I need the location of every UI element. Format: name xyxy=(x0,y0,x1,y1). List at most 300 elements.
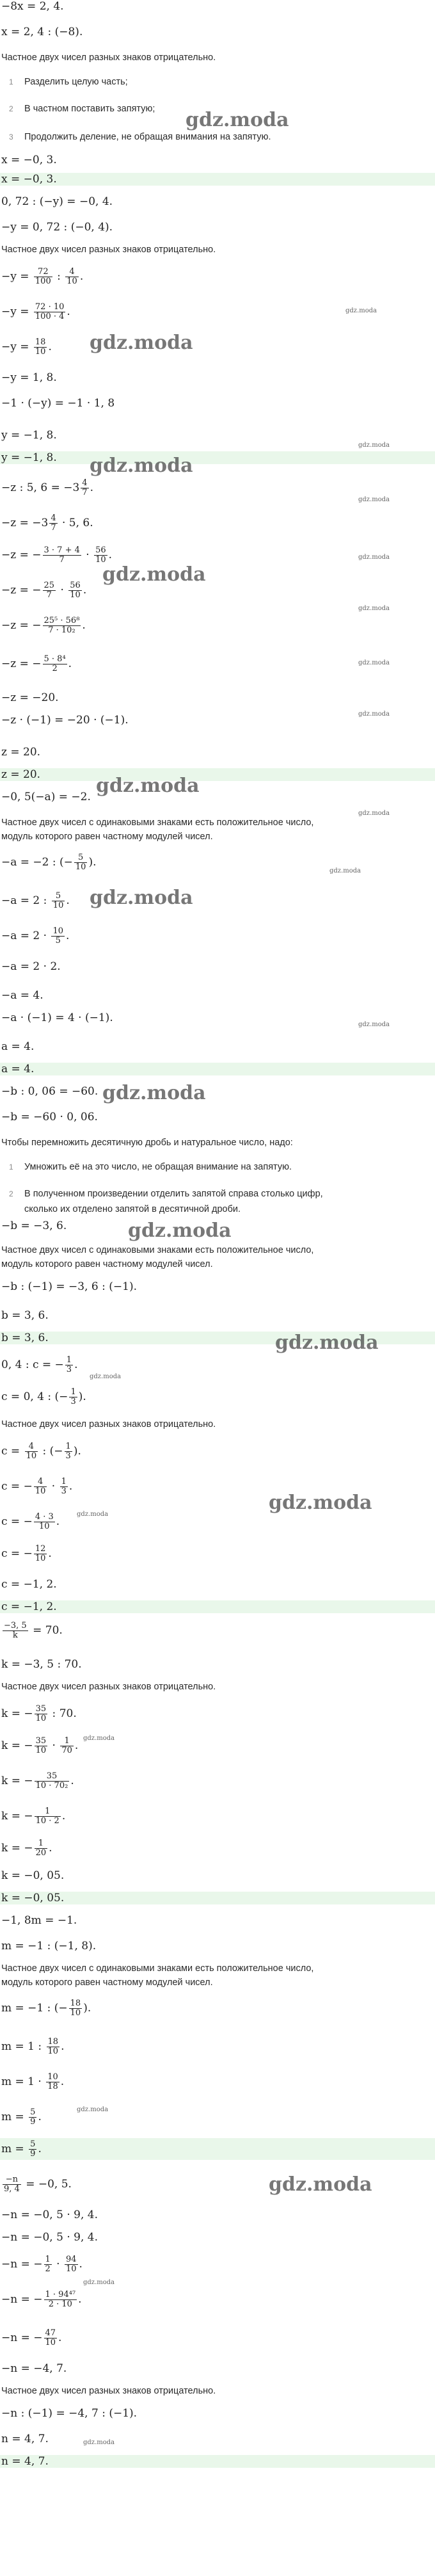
fraction xyxy=(43,546,81,565)
equation-lead: k = − xyxy=(1,1775,33,1787)
equation-lead: −n = − xyxy=(1,2331,43,2344)
equation-tail: ). xyxy=(88,856,97,869)
equation-line xyxy=(0,2036,435,2057)
equation-line xyxy=(0,890,435,912)
equation-lead: −n = − xyxy=(1,2258,43,2271)
equation-line xyxy=(0,2253,435,2275)
equation-line xyxy=(0,1620,435,1641)
step-text: В полученном произведении отделить запятой справа столько цифр, xyxy=(24,1189,323,1199)
equation-operator: : xyxy=(53,270,65,283)
numerator: 4 xyxy=(82,478,88,488)
denominator: 3 xyxy=(61,1486,67,1496)
watermark-logo: gdz.moda xyxy=(358,605,390,612)
watermark-logo: gdz.moda xyxy=(329,867,361,874)
equation-lead: −y = xyxy=(1,305,33,318)
equation-line: −1 · (−y) = −1 · 1, 8 xyxy=(1,397,115,410)
numerator: 25⁵ · 56⁸ xyxy=(44,616,80,625)
equation-tail: . xyxy=(78,2293,82,2306)
denominator: k xyxy=(12,1630,18,1640)
equation-tail: . xyxy=(83,584,87,597)
equation-line: c = −1, 2. xyxy=(1,1578,57,1591)
equation-lead: k = − xyxy=(1,1810,33,1823)
equation-lead: −a = 2 : xyxy=(1,894,51,907)
denominator: 70 xyxy=(61,1746,72,1755)
equation-tail: . xyxy=(79,270,84,283)
numerator: 56 xyxy=(95,545,106,555)
fraction xyxy=(34,1545,47,1563)
numerator: 1 xyxy=(70,1387,76,1397)
equation-tail: = 70. xyxy=(29,1624,63,1637)
numerator: 1 · 94⁴⁷ xyxy=(45,2290,76,2299)
numerator: 18 xyxy=(35,337,46,347)
denominator: 7 xyxy=(51,523,56,533)
equation-line xyxy=(0,1997,435,2019)
fraction xyxy=(65,1356,73,1374)
equation-line: n = 4, 7. xyxy=(1,2433,49,2445)
explanation-text: модуль которого равен частному модулей чисел. xyxy=(1,1977,213,1988)
numerator: 94 xyxy=(66,2255,77,2264)
watermark-logo: gdz.moda xyxy=(269,2173,372,2196)
equation-lead: −z = −3 xyxy=(1,517,49,529)
equation-line xyxy=(0,2071,435,2093)
equation-tail: · 5, 6. xyxy=(58,517,93,529)
equation-line: −n = −0, 5 · 9, 4. xyxy=(1,2231,98,2244)
watermark-logo: gdz.moda xyxy=(358,496,390,503)
equation-lead: −z = − xyxy=(1,619,42,632)
fraction xyxy=(65,268,79,286)
watermark-logo: gdz.moda xyxy=(77,1511,109,1518)
numerator: 1 xyxy=(66,1355,72,1365)
step-text: сколько их отделено запятой в десятичной дроби. xyxy=(24,1204,241,1214)
fraction xyxy=(60,1737,74,1755)
fraction xyxy=(25,1442,38,1461)
equation-tail: . xyxy=(68,1480,73,1493)
equation-line xyxy=(0,1386,435,1408)
denominator: 10 xyxy=(75,862,86,872)
equation-lead: −a = 2 · xyxy=(1,930,51,942)
equation-line: −z · (−1) = −20 · (−1). xyxy=(1,714,129,727)
equation-tail: . xyxy=(82,619,86,632)
denominator: 10 xyxy=(67,277,77,286)
equation-line: 0, 72 : (−y) = −0, 4. xyxy=(1,195,113,208)
equation-tail: . xyxy=(68,657,72,670)
denominator: 3 xyxy=(70,1397,76,1406)
step-number: 1 xyxy=(9,77,13,86)
equation-line xyxy=(0,1703,435,1725)
answer-line: b = 3, 6. xyxy=(0,1332,435,1344)
equation-line xyxy=(0,615,435,636)
fraction xyxy=(35,1705,48,1723)
numerator: 10 xyxy=(52,926,64,936)
watermark-logo: gdz.moda xyxy=(102,563,206,586)
equation-operator: · xyxy=(48,1480,59,1493)
equation-line: −b = −60 · 0, 06. xyxy=(1,1111,98,1123)
equation-tail: . xyxy=(90,481,93,494)
watermark-logo: gdz.moda xyxy=(358,659,390,666)
fraction xyxy=(43,616,81,635)
watermark-logo: gdz.moda xyxy=(345,307,377,314)
equation-lead: m = xyxy=(1,2111,28,2123)
equation-line xyxy=(0,1805,435,1827)
numerator: 4 xyxy=(34,1477,47,1487)
equation-line: −y = 1, 8. xyxy=(1,371,57,384)
equation-tail: . xyxy=(60,2075,65,2088)
equation-line: −a = 2 · 2. xyxy=(1,960,61,973)
numerator: 35 xyxy=(35,1736,47,1746)
denominator: 10 xyxy=(52,901,64,910)
fraction xyxy=(29,2140,36,2159)
watermark-logo: gdz.moda xyxy=(83,1735,115,1742)
equation-line: k = −3, 5 : 70. xyxy=(1,1658,82,1671)
numerator: 72 · 10 xyxy=(35,302,65,312)
denominator: 10 xyxy=(70,2008,81,2018)
equation-line xyxy=(0,1837,435,1859)
equation-tail: . xyxy=(48,1547,52,1560)
equation-line: −b = −3, 6. xyxy=(1,1220,67,1232)
equation-line: −n = −4, 7. xyxy=(1,2362,67,2375)
denominator: 10 · 70₂ xyxy=(35,1781,68,1791)
equation-operator: · xyxy=(82,549,93,561)
equation-lead: k = − xyxy=(1,1842,33,1855)
fraction xyxy=(3,1622,28,1640)
fraction xyxy=(3,2175,21,2194)
watermark-logo: gdz.moda xyxy=(128,1220,232,1242)
equation-tail: . xyxy=(74,1358,78,1371)
numerator: −n xyxy=(3,2175,21,2185)
equation-line xyxy=(0,1770,435,1792)
fraction xyxy=(47,2038,60,2056)
answer-line: n = 4, 7. xyxy=(0,2455,435,2468)
equation-line: −b : 0, 06 = −60. xyxy=(1,1085,99,1098)
denominator: 20 xyxy=(35,1848,47,1858)
numerator: 4 xyxy=(51,513,56,523)
fraction xyxy=(34,1513,55,1531)
step-item xyxy=(0,76,435,88)
equation-tail: . xyxy=(56,1515,60,1528)
denominator: 10 xyxy=(26,1451,37,1461)
step-item xyxy=(0,1161,435,1173)
equation-tail: ). xyxy=(83,2002,91,2015)
equation-tail: . xyxy=(70,1775,74,1787)
equation-line xyxy=(0,851,435,873)
watermark-logo: gdz.moda xyxy=(77,2106,109,2113)
equation-tail: . xyxy=(61,2040,65,2053)
equation-line: −a = 4. xyxy=(1,989,44,1002)
numerator: −3, 5 xyxy=(4,1621,27,1630)
fraction xyxy=(34,338,47,357)
denominator: 3 xyxy=(65,1451,71,1461)
equation-tail: . xyxy=(38,2143,42,2155)
denominator: 10 xyxy=(45,2338,56,2347)
equation-operator: · xyxy=(52,2258,63,2271)
numerator: 4 xyxy=(25,1442,38,1452)
numerator: 4 xyxy=(65,268,79,277)
numerator: 3 · 7 + 4 xyxy=(44,545,80,555)
denominator: 7 · 10₂ xyxy=(48,625,75,635)
equation-line: z = 20. xyxy=(1,746,41,759)
fraction xyxy=(74,853,88,872)
denominator: 10 xyxy=(95,555,106,565)
watermark-logo: gdz.moda xyxy=(358,711,390,718)
denominator: 100 xyxy=(35,277,51,286)
numerator: 18 xyxy=(47,2037,59,2047)
fraction xyxy=(34,268,52,286)
denominator: 9 xyxy=(30,2149,36,2159)
explanation-text: Чтобы перемножить десятичную дробь и натуральное число, надо: xyxy=(1,1138,293,1148)
fraction xyxy=(43,655,67,673)
fraction xyxy=(35,1737,48,1755)
denominator: 2 xyxy=(52,664,58,673)
step-number: 1 xyxy=(9,1163,13,1171)
equation-lead: m = −1 : (− xyxy=(1,2002,68,2015)
equation-lead: −z = − xyxy=(1,657,42,670)
equation-line xyxy=(0,2106,435,2128)
fraction xyxy=(44,2255,52,2274)
explanation-text: Частное двух чисел с одинаковыми знаками есть положительное число, xyxy=(1,1963,314,1974)
equation-line xyxy=(0,1440,435,1462)
equation-tail: = −0, 5. xyxy=(22,2178,72,2191)
denominator: 9, 4 xyxy=(4,2184,20,2194)
equation-line: −n = −0, 5 · 9, 4. xyxy=(1,2209,98,2221)
explanation-text: модуль которого равен частному модулей чисел. xyxy=(1,1259,213,1269)
equation-lead: c = 0, 4 : (− xyxy=(1,1390,68,1403)
numerator: 1 xyxy=(61,1477,67,1486)
step-number: 2 xyxy=(9,104,13,113)
explanation-text: Частное двух чисел разных знаков отрицательно. xyxy=(1,52,216,63)
explanation-text: Частное двух чисел с одинаковыми знаками есть положительное число, xyxy=(1,817,314,828)
numerator: 56 xyxy=(70,581,81,590)
denominator: 10 xyxy=(47,2047,59,2056)
equation-lead: −n = − xyxy=(1,2293,43,2306)
explanation-text: Частное двух чисел с одинаковыми знаками есть положительное число, xyxy=(1,1245,314,1255)
denominator: 10 xyxy=(70,590,81,600)
denominator: 7 xyxy=(59,555,65,565)
denominator: 10 xyxy=(35,1554,46,1563)
equation-line xyxy=(0,336,435,358)
fraction xyxy=(68,581,82,600)
numerator: 12 xyxy=(35,1544,46,1554)
fraction xyxy=(51,927,65,946)
equation-lead: m = 1 : xyxy=(1,2040,45,2053)
numerator: 5 xyxy=(30,2107,36,2117)
equation-line xyxy=(0,579,435,601)
watermark-logo: gdz.moda xyxy=(186,109,289,131)
watermark-logo: gdz.moda xyxy=(358,554,390,561)
watermark-logo: gdz.moda xyxy=(90,1373,122,1380)
equation-line: y = −1, 8. xyxy=(1,429,57,442)
denominator: 100 · 4 xyxy=(35,312,65,321)
equation-tail: . xyxy=(49,1842,52,1855)
equation-line: −y = 0, 72 : (−0, 4). xyxy=(1,221,113,234)
denominator: 10 · 2 xyxy=(35,1816,59,1826)
answer-line: c = −1, 2. xyxy=(0,1600,435,1613)
step-number: 3 xyxy=(9,133,13,141)
equation-line xyxy=(0,477,435,499)
answer-line: y = −1, 8. xyxy=(0,451,435,464)
watermark-logo: gdz.moda xyxy=(96,775,200,797)
numerator: 35 xyxy=(35,1772,70,1782)
denominator: 3 xyxy=(66,1365,72,1374)
equation-line xyxy=(0,925,435,947)
equation-line: x = 2, 4 : (−8). xyxy=(1,26,83,38)
watermark-logo: gdz.moda xyxy=(102,1082,206,1104)
denominator: 7 xyxy=(82,488,88,497)
equation-line xyxy=(0,1735,435,1757)
watermark-logo: gdz.moda xyxy=(269,1492,372,1514)
equation-tail: . xyxy=(58,2331,62,2344)
equation-lead: m = xyxy=(1,2143,28,2155)
equation-line: −n : (−1) = −4, 7 : (−1). xyxy=(1,2407,138,2420)
watermark-logo: gdz.moda xyxy=(90,887,193,909)
step-number: 2 xyxy=(9,1189,13,1198)
denominator: 5 xyxy=(55,936,61,946)
equation-operator: : (− xyxy=(39,1445,63,1458)
answer-line: z = 20. xyxy=(0,768,435,781)
equation-line: a = 4. xyxy=(1,1040,35,1053)
equation-tail: ). xyxy=(78,1390,86,1403)
numerator: 1 xyxy=(35,1839,48,1849)
step-text: Умножить её на это число, не обращая внимание на запятую. xyxy=(24,1162,292,1172)
watermark-logo: gdz.moda xyxy=(275,1332,379,1354)
equation-line: x = −0, 3. xyxy=(1,154,57,166)
numerator: 1 xyxy=(60,1737,74,1746)
watermark-logo: gdz.moda xyxy=(358,442,390,449)
fraction xyxy=(43,581,56,600)
equation-tail: . xyxy=(61,1810,66,1823)
fraction xyxy=(34,303,65,321)
denominator: 10 xyxy=(39,1522,50,1531)
equation-tail: . xyxy=(108,549,113,561)
equation-line: k = −0, 05. xyxy=(1,1869,65,1882)
denominator: 10 xyxy=(35,1746,47,1755)
equation-lead: c = − xyxy=(1,1480,33,1493)
denominator: 10 xyxy=(35,1486,46,1496)
equation-line: −z = −20. xyxy=(1,691,59,704)
fraction xyxy=(65,2255,78,2274)
explanation-text: Частное двух чисел разных знаков отрицательно. xyxy=(1,1682,216,1692)
fraction xyxy=(35,1772,70,1791)
fraction xyxy=(60,1477,68,1496)
equation-lead: c = xyxy=(1,1445,24,1458)
fraction xyxy=(46,2073,59,2091)
denominator: 10 xyxy=(35,1714,47,1723)
equation-line: b = 3, 6. xyxy=(1,1309,49,1322)
equation-lead: −z = − xyxy=(1,549,42,561)
step-text: Продолжить деление, не обращая внимания на запятую. xyxy=(24,132,271,142)
fraction xyxy=(29,2108,36,2127)
numerator: 72 xyxy=(34,268,52,277)
numerator: 4 · 3 xyxy=(35,1512,54,1522)
equation-lead: k = − xyxy=(1,1707,33,1720)
step-item xyxy=(0,1203,435,1216)
equation-line: −b : (−1) = −3, 6 : (−1). xyxy=(1,1280,137,1293)
fraction xyxy=(81,479,88,497)
equation-lead: −a = −2 : (− xyxy=(1,856,73,869)
equation-line xyxy=(0,1543,435,1565)
watermark-logo: gdz.moda xyxy=(83,2439,115,2446)
equation-lead: −z = − xyxy=(1,584,42,597)
equation-tail: . xyxy=(48,341,52,353)
answer-line: x = −0, 3. xyxy=(0,173,435,186)
equation-line xyxy=(0,512,435,534)
fraction xyxy=(52,892,65,910)
step-item xyxy=(0,131,435,143)
fraction xyxy=(44,2290,77,2309)
fraction xyxy=(69,1388,77,1406)
numerator: 35 xyxy=(35,1704,47,1714)
watermark-logo: gdz.moda xyxy=(83,2279,115,2286)
equation-lead: c = − xyxy=(1,1515,33,1528)
watermark-logo: gdz.moda xyxy=(358,1021,390,1028)
watermark-logo: gdz.moda xyxy=(358,810,390,817)
numerator: 5 · 8⁴ xyxy=(44,654,66,664)
equation-lead: 0, 4 : c = − xyxy=(1,1358,64,1371)
fraction xyxy=(44,2329,58,2347)
numerator: 1 xyxy=(35,1807,61,1817)
equation-tail: . xyxy=(79,2258,83,2271)
step-text: Разделить целую часть; xyxy=(24,77,128,87)
fraction xyxy=(34,1477,47,1496)
equation-lead: −y = xyxy=(1,341,33,353)
denominator: 2 · 10 xyxy=(48,2299,72,2309)
answer-line xyxy=(0,2138,435,2160)
denominator: 18 xyxy=(47,2082,58,2091)
explanation-text: Частное двух чисел разных знаков отрицательно. xyxy=(1,1419,216,1429)
equation-tail: . xyxy=(66,894,70,907)
equation-operator: · xyxy=(49,1739,59,1752)
fraction xyxy=(35,1839,48,1858)
fraction xyxy=(94,546,107,565)
numerator: 5 xyxy=(30,2139,36,2149)
step-text: В частном поставить запятую; xyxy=(24,104,155,114)
numerator: 1 xyxy=(65,1442,71,1451)
equation-tail: . xyxy=(74,1739,79,1752)
numerator: 25 xyxy=(44,581,55,590)
equation-lead: m = 1 · xyxy=(1,2075,45,2088)
denominator: 2 xyxy=(45,2264,51,2274)
equation-line xyxy=(0,1511,435,1533)
equation-line xyxy=(0,2327,435,2349)
equation-operator: · xyxy=(57,584,68,597)
denominator: 10 xyxy=(66,2264,77,2274)
denominator: 9 xyxy=(30,2117,36,2127)
equation-tail: ). xyxy=(73,1445,81,1458)
equation-line xyxy=(0,266,435,287)
equation-lead: −z : 5, 6 = −3 xyxy=(1,481,80,494)
numerator: 10 xyxy=(47,2072,58,2082)
equation-lead: −y = xyxy=(1,270,33,283)
denominator: 7 xyxy=(46,590,52,600)
equation-line: −0, 5(−a) = −2. xyxy=(1,791,91,803)
answer-line: k = −0, 05. xyxy=(0,1892,435,1904)
equation-line xyxy=(0,2289,435,2310)
fraction xyxy=(65,1442,72,1461)
fraction xyxy=(35,1807,61,1826)
answer-line: a = 4. xyxy=(0,1063,435,1075)
fraction xyxy=(69,1999,83,2018)
equation-tail: : 70. xyxy=(49,1707,77,1720)
explanation-text: Частное двух чисел разных знаков отрицательно. xyxy=(1,245,216,255)
equation-tail: . xyxy=(66,930,70,942)
equation-tail: . xyxy=(67,305,70,318)
explanation-text: модуль которого равен частному модулей чисел. xyxy=(1,832,213,842)
watermark-logo: gdz.moda xyxy=(90,332,193,354)
numerator: 1 xyxy=(45,2255,51,2264)
fraction xyxy=(49,514,57,533)
equation-lead: k = − xyxy=(1,1739,33,1752)
numerator: 5 xyxy=(74,853,88,863)
watermark-logo: gdz.moda xyxy=(90,455,193,477)
